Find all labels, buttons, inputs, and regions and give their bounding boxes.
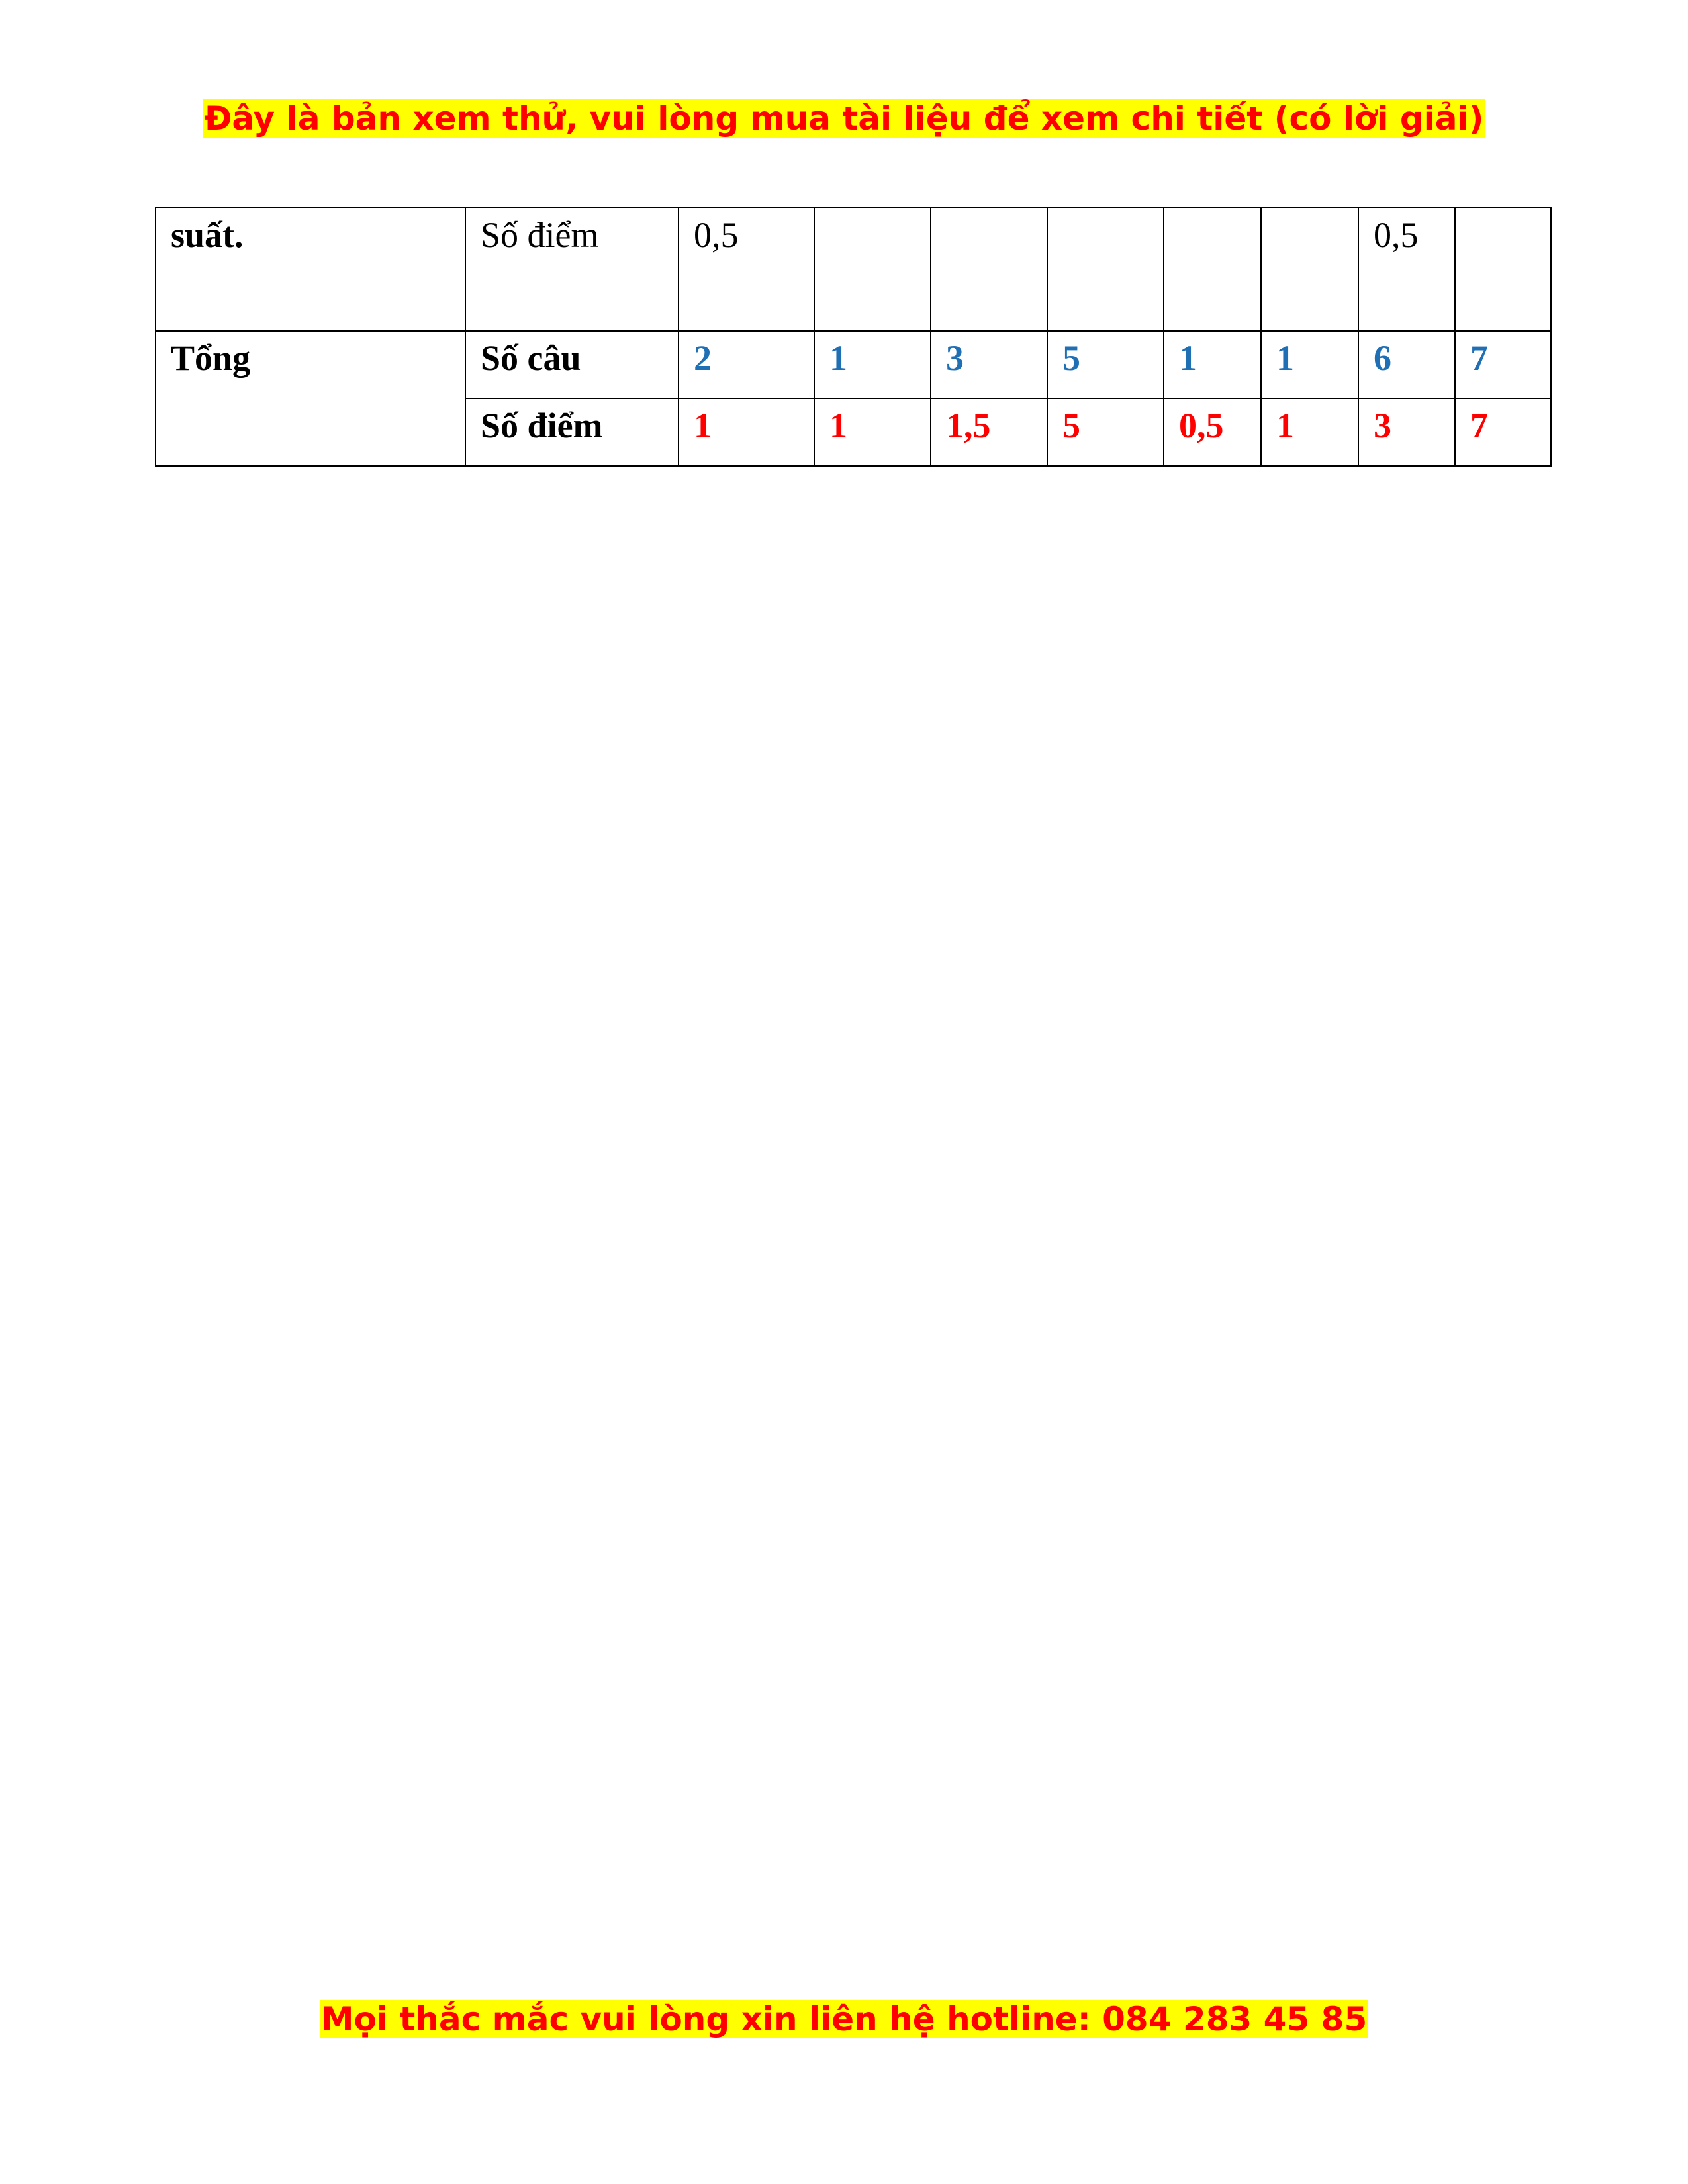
hotline-notice-banner [0,1999,1688,2040]
table-cell [1047,208,1164,331]
total-questions-cell: 1 [1261,331,1358,398]
table-cell [1261,208,1358,331]
total-questions-cell: 7 [1455,331,1551,398]
table-cell: 0,5 [1358,208,1455,331]
table-row [156,208,1551,331]
total-questions-cell: 1 [814,331,931,398]
score-matrix-table [155,207,1552,467]
total-points-cell: 0,5 [1164,398,1261,466]
table-cell: 0,5 [679,208,814,331]
total-points-cell: 1 [679,398,814,466]
preview-notice-text: Đây là bản xem thử, vui lòng mua tài liệu để xem chi tiết (có lời giải) [204,99,1484,138]
total-questions-cell: 6 [1358,331,1455,398]
preview-notice-banner [0,98,1688,139]
table-cell [814,208,931,331]
total-points-cell: 5 [1047,398,1164,466]
hotline-notice-text: Mọi thắc mắc vui lòng xin liên hệ hotline: 084 283 45 85 [320,2000,1368,2038]
table-cell [1455,208,1551,331]
total-label: Tổng [156,331,465,466]
total-points-cell: 1 [814,398,931,466]
table-row [156,331,1551,398]
total-points-cell: 3 [1358,398,1455,466]
total-points-cell: 1 [1261,398,1358,466]
total-questions-cell: 3 [931,331,1047,398]
total-questions-cell: 2 [679,331,814,398]
total-points-cell: 1,5 [931,398,1047,466]
total-points-cell: 7 [1455,398,1551,466]
total-points-label: Số điểm [465,398,679,466]
total-questions-cell: 5 [1047,331,1164,398]
row-label-suat: suất. [156,208,465,331]
table-cell [1164,208,1261,331]
table-cell [931,208,1047,331]
row-sub-label-points: Số điểm [465,208,679,331]
total-questions-cell: 1 [1164,331,1261,398]
total-questions-label: Số câu [465,331,679,398]
